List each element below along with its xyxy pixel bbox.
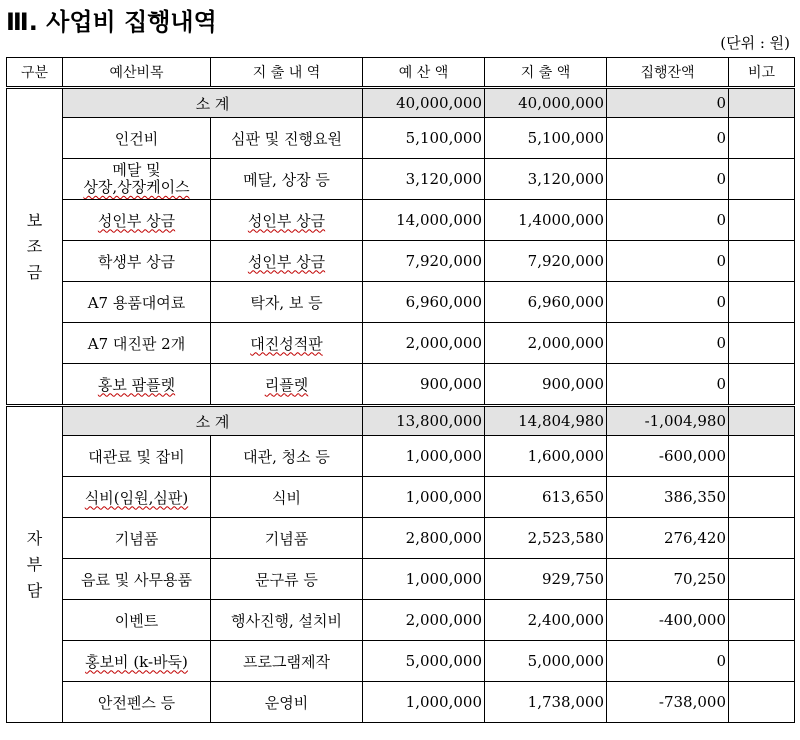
detail-cell: 운영비 <box>211 682 363 723</box>
table-row <box>7 241 795 282</box>
detail-cell: 성인부 상금 <box>211 241 363 282</box>
header-spent-amount: 지 출 액 <box>485 58 607 88</box>
item-cell: A7 대진판 2개 <box>63 323 211 364</box>
remarks-cell <box>729 641 795 682</box>
table-row <box>7 600 795 641</box>
remarks-cell <box>729 518 795 559</box>
remarks-cell <box>729 600 795 641</box>
balance-cell: 0 <box>607 118 729 159</box>
item-cell: 홍보 팜플렛 <box>63 364 211 406</box>
budget-cell: 7,920,000 <box>363 241 485 282</box>
detail-cell: 프로그램제작 <box>211 641 363 682</box>
item-cell: 메달 및 상장,상장케이스 <box>63 159 211 200</box>
expense-table <box>6 57 795 723</box>
budget-cell: 1,000,000 <box>363 436 485 477</box>
item-cell: 음료 및 사무용품 <box>63 559 211 600</box>
unit-label: (단위 : 원) <box>720 34 790 52</box>
budget-cell: 5,000,000 <box>363 641 485 682</box>
category-cell: 보 조 금 <box>7 88 63 406</box>
spent-cell: 929,750 <box>485 559 607 600</box>
item-cell: 인건비 <box>63 118 211 159</box>
remarks-cell <box>729 88 795 118</box>
subtotal-spent: 14,804,980 <box>485 406 607 436</box>
spent-cell: 613,650 <box>485 477 607 518</box>
item-cell: 이벤트 <box>63 600 211 641</box>
item-cell: 성인부 상금 <box>63 200 211 241</box>
spent-cell: 2,400,000 <box>485 600 607 641</box>
subtotal-budget: 13,800,000 <box>363 406 485 436</box>
budget-cell: 3,120,000 <box>363 159 485 200</box>
item-cell: 학생부 상금 <box>63 241 211 282</box>
budget-cell: 2,000,000 <box>363 323 485 364</box>
spent-cell: 1,738,000 <box>485 682 607 723</box>
subtotal-row <box>7 88 795 118</box>
table-row <box>7 518 795 559</box>
detail-cell: 기념품 <box>211 518 363 559</box>
remarks-cell <box>729 323 795 364</box>
remarks-cell <box>729 282 795 323</box>
budget-cell: 1,000,000 <box>363 559 485 600</box>
balance-cell: 0 <box>607 641 729 682</box>
item-cell: A7 용품대여료 <box>63 282 211 323</box>
balance-cell: 386,350 <box>607 477 729 518</box>
balance-cell: -600,000 <box>607 436 729 477</box>
remarks-cell <box>729 364 795 406</box>
table-row <box>7 323 795 364</box>
table-row <box>7 364 795 406</box>
remarks-cell <box>729 200 795 241</box>
page-title: Ⅲ. 사업비 집행내역 <box>6 8 217 36</box>
detail-cell: 메달, 상장 등 <box>211 159 363 200</box>
spent-cell: 7,920,000 <box>485 241 607 282</box>
budget-cell: 14,000,000 <box>363 200 485 241</box>
remarks-cell <box>729 436 795 477</box>
table-row <box>7 559 795 600</box>
table-row <box>7 282 795 323</box>
spent-cell: 3,120,000 <box>485 159 607 200</box>
subtotal-label: 소 계 <box>63 88 363 118</box>
subtotal-budget: 40,000,000 <box>363 88 485 118</box>
item-cell: 기념품 <box>63 518 211 559</box>
remarks-cell <box>729 159 795 200</box>
detail-cell: 대진성적판 <box>211 323 363 364</box>
balance-cell: 0 <box>607 200 729 241</box>
category-cell: 자 부 담 <box>7 406 63 723</box>
spent-cell: 5,100,000 <box>485 118 607 159</box>
header-category: 구분 <box>7 58 63 88</box>
item-cell: 안전펜스 등 <box>63 682 211 723</box>
budget-cell: 1,000,000 <box>363 682 485 723</box>
balance-cell: -400,000 <box>607 600 729 641</box>
spent-cell: 1,600,000 <box>485 436 607 477</box>
header-remarks: 비고 <box>729 58 795 88</box>
balance-cell: 70,250 <box>607 559 729 600</box>
item-cell: 대관료 및 잡비 <box>63 436 211 477</box>
detail-cell: 행사진행, 설치비 <box>211 600 363 641</box>
balance-cell: 0 <box>607 282 729 323</box>
budget-cell: 900,000 <box>363 364 485 406</box>
table-row <box>7 477 795 518</box>
detail-cell: 탁자, 보 등 <box>211 282 363 323</box>
remarks-cell <box>729 241 795 282</box>
spent-cell: 900,000 <box>485 364 607 406</box>
subtotal-balance: 0 <box>607 88 729 118</box>
remarks-cell <box>729 118 795 159</box>
header-expense-detail: 지 출 내 역 <box>211 58 363 88</box>
balance-cell: 0 <box>607 323 729 364</box>
spent-cell: 2,523,580 <box>485 518 607 559</box>
budget-cell: 2,800,000 <box>363 518 485 559</box>
item-cell: 홍보비 (k-바둑) <box>63 641 211 682</box>
table-row <box>7 159 795 200</box>
subtotal-label: 소 계 <box>63 406 363 436</box>
detail-cell: 성인부 상금 <box>211 200 363 241</box>
detail-cell: 대관, 청소 등 <box>211 436 363 477</box>
balance-cell: 0 <box>607 364 729 406</box>
spent-cell: 1,4000,000 <box>485 200 607 241</box>
table-row <box>7 641 795 682</box>
detail-cell: 리플렛 <box>211 364 363 406</box>
balance-cell: 276,420 <box>607 518 729 559</box>
table-header-row <box>7 58 795 88</box>
remarks-cell <box>729 682 795 723</box>
table-row <box>7 118 795 159</box>
budget-cell: 2,000,000 <box>363 600 485 641</box>
remarks-cell <box>729 406 795 436</box>
header-balance: 집행잔액 <box>607 58 729 88</box>
header-budget-item: 예산비목 <box>63 58 211 88</box>
budget-cell: 6,960,000 <box>363 282 485 323</box>
spent-cell: 2,000,000 <box>485 323 607 364</box>
budget-cell: 1,000,000 <box>363 477 485 518</box>
detail-cell: 심판 및 진행요원 <box>211 118 363 159</box>
balance-cell: 0 <box>607 159 729 200</box>
remarks-cell <box>729 559 795 600</box>
table-row <box>7 200 795 241</box>
spent-cell: 6,960,000 <box>485 282 607 323</box>
subtotal-spent: 40,000,000 <box>485 88 607 118</box>
detail-cell: 문구류 등 <box>211 559 363 600</box>
table-row <box>7 682 795 723</box>
balance-cell: -738,000 <box>607 682 729 723</box>
budget-cell: 5,100,000 <box>363 118 485 159</box>
subtotal-row <box>7 406 795 436</box>
table-row <box>7 436 795 477</box>
balance-cell: 0 <box>607 241 729 282</box>
header-budget-amount: 예 산 액 <box>363 58 485 88</box>
detail-cell: 식비 <box>211 477 363 518</box>
item-cell: 식비(임원,심판) <box>63 477 211 518</box>
remarks-cell <box>729 477 795 518</box>
spent-cell: 5,000,000 <box>485 641 607 682</box>
subtotal-balance: -1,004,980 <box>607 406 729 436</box>
